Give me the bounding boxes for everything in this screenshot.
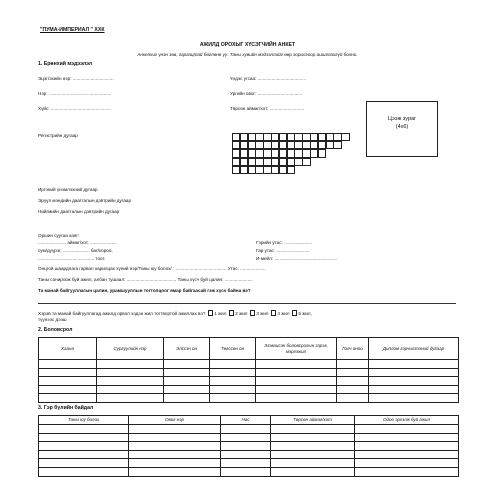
address-province-field[interactable]: ...................... аймаг/хот, .....................	[38, 240, 117, 245]
table-cell[interactable]	[39, 433, 129, 442]
photo-box[interactable]	[366, 101, 438, 157]
table-cell[interactable]	[369, 394, 459, 403]
table-cell[interactable]	[164, 377, 210, 386]
table-row	[39, 433, 459, 442]
table-cell[interactable]	[355, 459, 459, 468]
registration-row	[232, 133, 349, 141]
id-card-field[interactable]: Иргэний үнэмлэхний дугаар	[38, 187, 98, 192]
tenure-option-4[interactable]: 4 жил	[270, 311, 290, 316]
column-header: Төгссөн он	[210, 338, 256, 360]
table-cell[interactable]	[337, 385, 369, 394]
photo-label: Цээж зураг	[387, 116, 417, 122]
table-cell[interactable]	[164, 360, 210, 369]
table-cell[interactable]	[369, 377, 459, 386]
table-cell[interactable]	[129, 433, 221, 442]
registration-cell[interactable]	[333, 141, 341, 149]
table-cell[interactable]	[164, 368, 210, 377]
table-header-row	[39, 338, 459, 360]
table-cell[interactable]	[256, 385, 337, 394]
table-cell[interactable]	[97, 385, 164, 394]
column-header: Овог нэр	[129, 416, 221, 425]
table-cell[interactable]	[256, 368, 337, 377]
photo-size: (4x6)	[395, 124, 409, 130]
email-field[interactable]: И-мейл: .................................................	[256, 256, 337, 261]
table-cell[interactable]	[369, 385, 459, 394]
table-cell[interactable]	[210, 385, 256, 394]
tenure-more-text: түүнээс дээш	[38, 317, 67, 322]
table-cell[interactable]	[39, 377, 97, 386]
table-cell[interactable]	[256, 377, 337, 386]
registration-cell[interactable]	[287, 166, 295, 174]
salary-expectation-question: Та манай байгууллагын цалин, урамшууллын тогтолцоог ямар байгаасай гэж хүсч байна вэ?	[38, 288, 251, 293]
registration-row	[232, 166, 349, 174]
table-row	[39, 368, 459, 377]
company-name: "ПУМА-ИМПЕРИАЛ " ХХК	[40, 27, 105, 33]
tenure-option-5[interactable]: 5 жил,	[291, 311, 312, 316]
table-row	[39, 450, 459, 459]
health-book-field[interactable]: Эрүүл мэндийн даатгалын дэвтрийн дугаар	[38, 198, 132, 203]
address-number-field[interactable]: ............................................ тоот.	[38, 256, 106, 261]
table-row	[39, 442, 459, 451]
table-row	[39, 385, 459, 394]
section-education-heading: 2. Боловсрол	[38, 327, 73, 333]
section-family-heading: 3. Гэр бүлийн байдал	[38, 405, 94, 411]
tenure-option-1[interactable]: 1 жил	[207, 311, 227, 316]
table-cell[interactable]	[337, 368, 369, 377]
table-cell[interactable]	[355, 467, 459, 476]
checkbox-icon	[292, 310, 298, 316]
table-cell[interactable]	[39, 450, 129, 459]
table-cell[interactable]	[271, 425, 355, 434]
registration-grid[interactable]	[232, 133, 349, 174]
table-cell[interactable]	[129, 467, 221, 476]
table-cell[interactable]	[256, 394, 337, 403]
table-cell[interactable]	[355, 450, 459, 459]
table-cell[interactable]	[97, 368, 164, 377]
table-cell[interactable]	[97, 394, 164, 403]
table-cell[interactable]	[129, 459, 221, 468]
table-cell[interactable]	[337, 377, 369, 386]
checkbox-icon	[208, 310, 214, 316]
table-cell[interactable]	[221, 442, 271, 451]
table-cell[interactable]	[256, 360, 337, 369]
column-header: Төрсөн аймаг/хот	[271, 416, 355, 425]
form-title: АЖИЛД ОРОХЫГ ХҮСЭГЧИЙН АНКЕТ	[199, 42, 296, 48]
table-cell[interactable]	[39, 459, 129, 468]
table-cell[interactable]	[369, 368, 459, 377]
checkbox-icon	[229, 310, 235, 316]
table-cell[interactable]	[355, 433, 459, 442]
name-field[interactable]: Нэр: .................................................	[38, 91, 112, 96]
table-cell[interactable]	[210, 394, 256, 403]
column-header: Диплом гэрчилгээний дугаар	[369, 338, 459, 360]
column-header: Сургуулийн нэр	[97, 338, 164, 360]
address-district-field[interactable]: сум/дүүрэг, ..................... баг/хороо,	[38, 248, 113, 253]
registration-cell[interactable]	[318, 149, 326, 157]
table-row	[39, 467, 459, 476]
table-cell[interactable]	[221, 467, 271, 476]
column-header: Элссэн он	[164, 338, 210, 360]
column-header: Одоо эрхэлж буй ажил	[355, 416, 459, 425]
table-cell[interactable]	[39, 385, 97, 394]
desired-job-field[interactable]: Таны сонирхож буй ажил, албан тушаал: ....................................... Таны хүсч буй цалин: ......................	[38, 277, 253, 282]
table-cell[interactable]	[271, 459, 355, 468]
education-table	[38, 337, 459, 403]
table-row	[39, 459, 459, 468]
address-label: Оршин суугаа хаяг:	[38, 233, 80, 238]
table-cell[interactable]	[164, 394, 210, 403]
tenure-question-text: Хэрэв та манай байгууллагад ажилд орвол хэдэн жил тогтвортой ажиллах вэ?	[38, 311, 206, 317]
table-cell[interactable]	[39, 394, 97, 403]
tenure-option-3[interactable]: 3 жил	[249, 311, 269, 316]
surname-field[interactable]: Ургийн овог: ...................................	[230, 91, 303, 96]
table-cell[interactable]	[39, 368, 97, 377]
family-table	[38, 415, 459, 477]
table-cell[interactable]	[221, 459, 271, 468]
tenure-option-2[interactable]: 2 жил	[228, 311, 248, 316]
table-cell[interactable]	[129, 442, 221, 451]
birthplace-field[interactable]: Төрсөн аймаг/хот: ...........................	[230, 106, 305, 111]
table-cell[interactable]	[221, 433, 271, 442]
checkbox-icon	[271, 310, 277, 316]
column-header: Нас	[221, 416, 271, 425]
column-header: Хаана	[39, 338, 97, 360]
nationality-field[interactable]: Үндэс угсаа: ......................................	[230, 76, 307, 81]
checkbox-icon	[250, 310, 256, 316]
registration-cell[interactable]	[302, 158, 310, 166]
gender-field[interactable]: Хүйс: ...............................................	[38, 106, 111, 111]
table-row	[39, 377, 459, 386]
table-cell[interactable]	[271, 467, 355, 476]
tenure-question	[38, 310, 312, 316]
section-general-heading: 1. Ерөнхий мэдээлэл	[38, 61, 93, 67]
mobile-phone-field[interactable]: Гар утас: ..........................	[256, 248, 310, 253]
column-header: Эзэмшсэн боловсролын зэрэг, мэргэжил	[256, 338, 337, 360]
table-cell[interactable]	[97, 377, 164, 386]
table-cell[interactable]	[210, 368, 256, 377]
table-cell[interactable]	[39, 467, 129, 476]
table-cell[interactable]	[221, 425, 271, 434]
table-cell[interactable]	[97, 360, 164, 369]
table-cell[interactable]	[337, 394, 369, 403]
column-header: Таны юу болох	[39, 416, 129, 425]
table-cell[interactable]	[164, 385, 210, 394]
table-cell[interactable]	[271, 442, 355, 451]
home-phone-field[interactable]: Гэрийн утас: ......................	[256, 240, 313, 245]
registration-row	[232, 158, 349, 166]
table-row	[39, 360, 459, 369]
form-instructions: Анкетыг үнэн зөв, гаргацтай бөглөнө үү. Таны хувийн мэдээллийг өөр зорилгоор ашиглахгүй болно.	[137, 52, 358, 57]
registration-cell[interactable]	[341, 133, 349, 141]
table-cell[interactable]	[355, 425, 459, 434]
registration-row	[232, 141, 349, 149]
table-cell[interactable]	[271, 433, 355, 442]
registration-row	[232, 149, 349, 157]
social-book-field[interactable]: Нийгмийн даатгалын дэвтрийн дугаар	[38, 209, 120, 214]
emergency-contact-field[interactable]: Онцгой шаардлага гарвал харилцах хүний нэр/Таны юу болох/ : ........................................ Утас: ....................	[38, 266, 266, 271]
answer-line[interactable]	[38, 303, 456, 304]
table-cell[interactable]	[210, 360, 256, 369]
table-header-row	[39, 416, 459, 425]
table-cell[interactable]	[271, 450, 355, 459]
table-cell[interactable]	[129, 450, 221, 459]
table-row	[39, 425, 459, 434]
table-cell[interactable]	[39, 360, 97, 369]
table-row	[39, 394, 459, 403]
column-header: Голч оноо	[337, 338, 369, 360]
table-cell[interactable]	[221, 450, 271, 459]
table-cell[interactable]	[369, 360, 459, 369]
table-cell[interactable]	[337, 360, 369, 369]
table-cell[interactable]	[210, 377, 256, 386]
table-cell[interactable]	[39, 442, 129, 451]
father-name-field[interactable]: Эцэг/эхийн нэр: ................................	[38, 76, 114, 81]
table-cell[interactable]	[355, 442, 459, 451]
table-cell[interactable]	[39, 425, 129, 434]
table-cell[interactable]	[129, 425, 221, 434]
registration-label: Регистрийн дугаар	[38, 133, 78, 138]
